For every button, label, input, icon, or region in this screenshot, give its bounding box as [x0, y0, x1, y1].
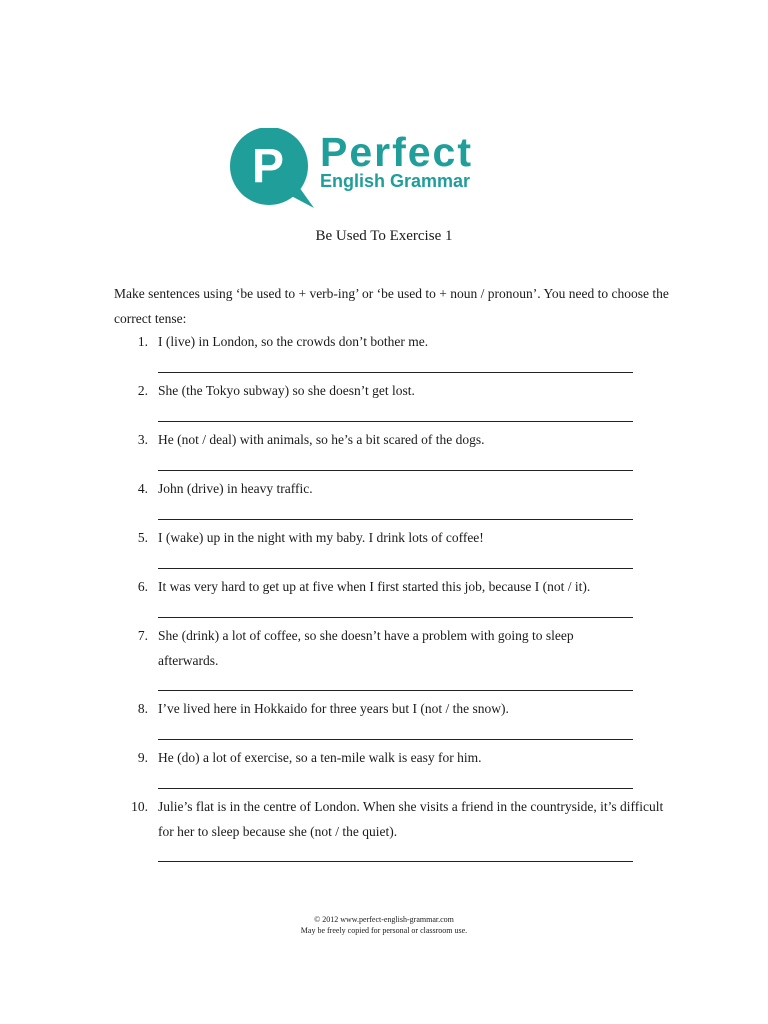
footer-copyright: © 2012 www.perfect-english-grammar.com	[314, 915, 454, 924]
answer-line	[158, 568, 633, 569]
logo-brand: Perfect	[320, 129, 474, 175]
logo-letter: P	[251, 140, 285, 193]
item-text: She (the Tokyo subway) so she doesn’t get lost.	[158, 383, 415, 398]
item-number: 8.	[137, 701, 148, 716]
answer-line	[158, 470, 633, 471]
page-title: Be Used To Exercise 1	[315, 228, 453, 244]
item-number: 7.	[137, 628, 148, 643]
answer-line	[158, 372, 633, 373]
answer-line	[158, 861, 633, 862]
answer-line	[158, 690, 633, 691]
item-text: I’ve lived here in Hokkaido for three years but I (not / the snow).	[158, 701, 509, 716]
footer	[0, 914, 768, 936]
item-number: 4.	[137, 481, 148, 496]
item-number: 1.	[137, 334, 148, 349]
item-text: She (drink) a lot of coffee, so she doesn’t have a problem with going to sleep afterwards.	[158, 628, 574, 668]
answer-line	[158, 739, 633, 740]
item-text: I (live) in London, so the crowds don’t bother me.	[158, 334, 429, 349]
item-text: Julie’s flat is in the centre of London. When she visits a friend in the countryside, it’s difficult for her to sleep because she (not / the quiet).	[158, 799, 664, 839]
item-text: John (drive) in heavy traffic.	[158, 481, 313, 496]
item-text: He (not / deal) with animals, so he’s a bit scared of the dogs.	[158, 432, 485, 447]
instructions: Make sentences using ‘be used to + verb-ing’ or ‘be used to + noun / pronoun’. You need to choose the correct tense:	[114, 286, 669, 326]
item-number: 5.	[137, 530, 148, 545]
answer-line	[158, 519, 633, 520]
answer-line	[158, 788, 633, 789]
item-number: 6.	[137, 579, 148, 594]
item-text: He (do) a lot of exercise, so a ten-mile walk is easy for him.	[158, 750, 482, 765]
item-number: 10.	[131, 799, 148, 814]
item-text: It was very hard to get up at five when I first started this job, because I (not / it).	[158, 579, 591, 594]
logo	[228, 128, 518, 208]
answer-line	[158, 617, 633, 618]
logo-subtitle: English Grammar	[320, 171, 471, 191]
item-text: I (wake) up in the night with my baby. I drink lots of coffee!	[158, 530, 484, 545]
item-number: 2.	[137, 383, 148, 398]
speech-bubble-icon	[228, 128, 320, 208]
item-number: 9.	[137, 750, 148, 765]
answer-line	[158, 421, 633, 422]
footer-license: May be freely copied for personal or classroom use.	[300, 926, 468, 935]
item-number: 3.	[137, 432, 148, 447]
